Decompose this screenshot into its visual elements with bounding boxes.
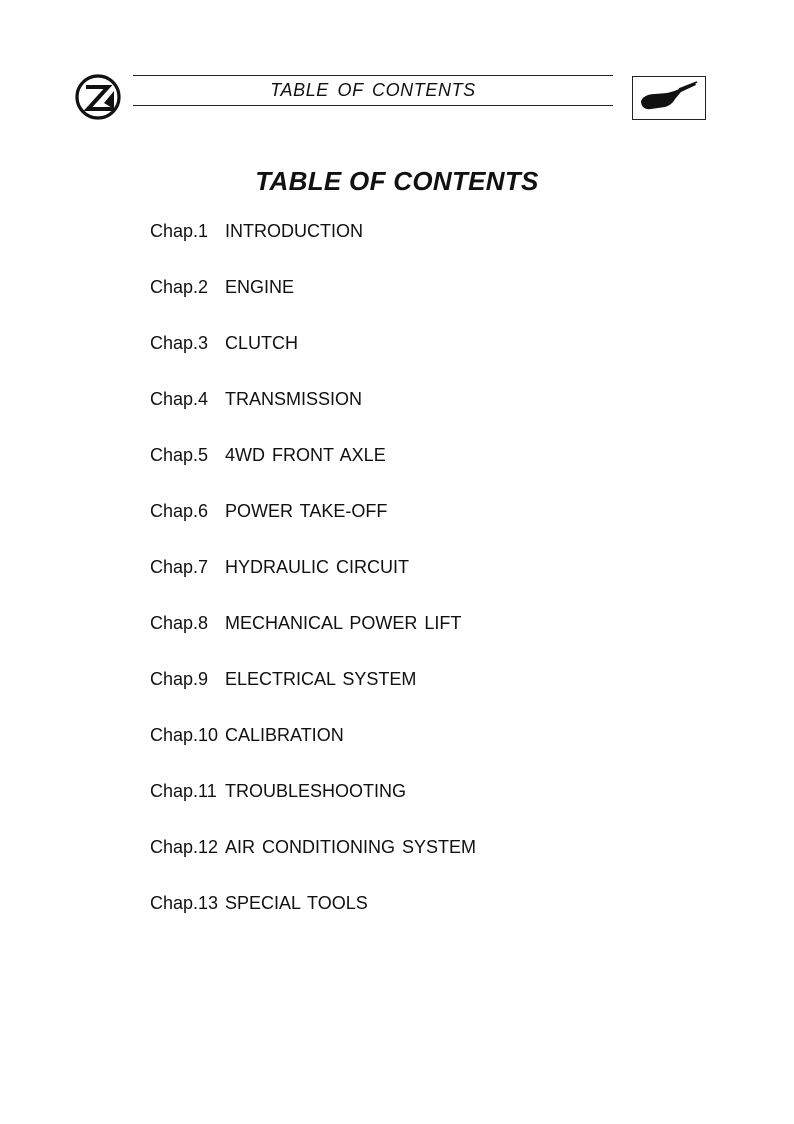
toc-entry[interactable] [150,275,476,331]
toc-chapter-title: ENGINE [225,277,295,297]
toc-entry[interactable] [150,611,476,667]
toc-entry[interactable] [150,667,476,723]
toc-chapter-title: SPECIAL TOOLS [225,893,368,913]
toc-entry[interactable] [150,555,476,611]
toc-chapter-number: Chap.5 [150,445,209,465]
toc-chapter-title: TROUBLESHOOTING [225,781,407,801]
toc-chapter-number: Chap.2 [150,277,209,297]
toc-chapter-number: Chap.7 [150,557,209,577]
header-rule-bottom [133,105,613,106]
header-rule-top [133,75,613,76]
toc-chapter-title: INTRODUCTION [225,221,363,241]
toc-chapter-title: MECHANICAL POWER LIFT [225,613,462,633]
toc-entry[interactable] [150,499,476,555]
toc-chapter-number: Chap.12 [150,837,219,857]
toc-entry[interactable] [150,331,476,387]
toc-chapter-number: Chap.11 [150,781,217,801]
toc-list [150,219,476,947]
toc-entry[interactable] [150,779,476,835]
toc-chapter-title: AIR CONDITIONING SYSTEM [225,837,477,857]
toc-chapter-title: 4WD FRONT AXLE [225,445,386,465]
toc-chapter-title: POWER TAKE-OFF [225,501,388,521]
toc-chapter-number: Chap.8 [150,613,209,633]
toc-chapter-number: Chap.9 [150,669,209,689]
company-logo-icon [74,73,122,121]
toc-entry[interactable] [150,891,476,947]
toc-entry[interactable] [150,443,476,499]
toc-chapter-title: CALIBRATION [225,725,344,745]
toc-chapter-number: Chap.6 [150,501,209,521]
toc-chapter-title: ELECTRICAL SYSTEM [225,669,417,689]
header-title: TABLE OF CONTENTS [270,80,476,100]
page-title: TABLE OF CONTENTS [255,166,539,196]
toc-chapter-title: TRANSMISSION [225,389,363,409]
toc-chapter-number: Chap.13 [150,893,219,913]
toc-chapter-title: HYDRAULIC CIRCUIT [225,557,410,577]
toc-chapter-number: Chap.4 [150,389,209,409]
toc-chapter-number: Chap.10 [150,725,219,745]
toc-entry[interactable] [150,387,476,443]
toc-chapter-number: Chap.3 [150,333,209,353]
toc-chapter-number: Chap.1 [150,221,209,241]
hand-pointing-icon [632,76,706,120]
toc-entry[interactable] [150,835,476,891]
toc-chapter-title: CLUTCH [225,333,299,353]
toc-entry[interactable] [150,723,476,779]
toc-entry[interactable] [150,219,476,275]
